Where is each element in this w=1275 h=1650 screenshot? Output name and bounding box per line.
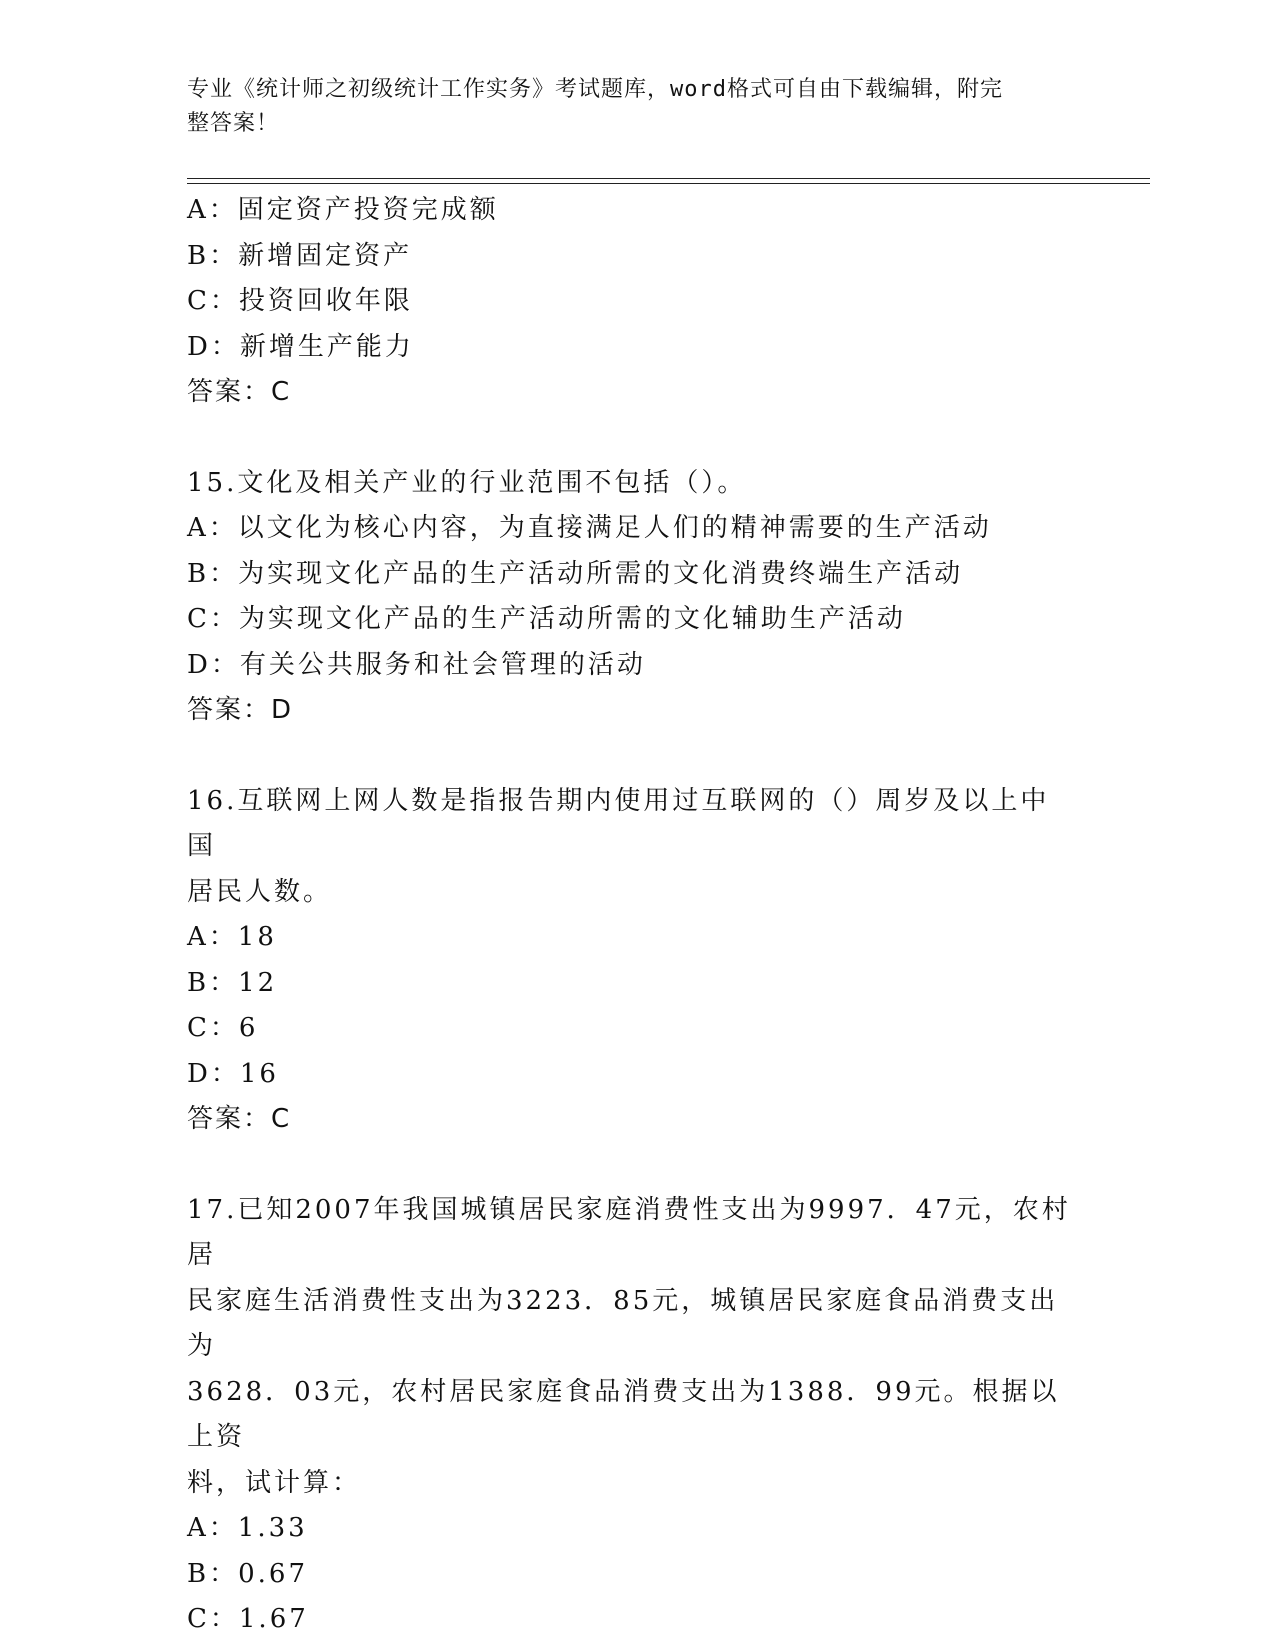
question-stem-line-1: 16.互联网上网人数是指报告期内使用过互联网的（）周岁及以上中国: [187, 785, 1050, 861]
option-a: A：固定资产投资完成额: [187, 195, 499, 225]
question-list: [187, 188, 1087, 1643]
question-stem-line-2: 民家庭生活消费性支出为3223．85元，城镇居民家庭食品消费支出为: [187, 1285, 1059, 1361]
header-line-1: 专业《统计师之初级统计工作实务》考试题库，word格式可自由下载编辑，附完: [187, 77, 1003, 102]
header-line-2: 整答案！: [187, 111, 280, 136]
option-b: B：0.67: [187, 1558, 308, 1589]
question-stem-line-3: 3628．03元，农村居民家庭食品消费支出为1388．99元。根据以上资: [187, 1376, 1060, 1452]
option-d: D：16: [187, 1058, 279, 1089]
option-a: A：18: [187, 922, 277, 952]
answer-line: 答案：D: [187, 695, 294, 725]
question-14: [187, 188, 1087, 416]
option-b: B：新增固定资产: [187, 240, 413, 271]
document-header: [187, 73, 1067, 141]
header-divider-bottom: [187, 183, 1150, 184]
question-stem: 15.文化及相关产业的行业范围不包括（）。: [187, 467, 747, 498]
answer-line: 答案：C: [187, 1104, 292, 1134]
spacer: [187, 416, 1087, 461]
question-stem-line-4: 料，试计算：: [187, 1467, 362, 1498]
spacer: [187, 734, 1087, 779]
question-16: [187, 779, 1087, 1143]
option-d: D：新增生产能力: [187, 331, 414, 362]
option-a: A：以文化为核心内容，为直接满足人们的精神需要的生产活动: [187, 513, 992, 543]
option-b: B：为实现文化产品的生产活动所需的文化消费终端生产活动: [187, 558, 964, 589]
question-stem-line-2: 居民人数。: [187, 876, 333, 907]
question-17: [187, 1188, 1087, 1643]
option-a: A：1.33: [187, 1513, 308, 1543]
header-divider-top: [187, 178, 1150, 179]
question-stem-line-1: 17.已知2007年我国城镇居民家庭消费性支出为9997．47元，农村居: [187, 1194, 1071, 1270]
option-c: C：为实现文化产品的生产活动所需的文化辅助生产活动: [187, 604, 906, 634]
option-c: C：投资回收年限: [187, 286, 413, 316]
answer-line: 答案：C: [187, 377, 292, 407]
option-c: C：6: [187, 1013, 259, 1043]
question-15: [187, 461, 1087, 734]
spacer: [187, 1143, 1087, 1188]
option-d: D：有关公共服务和社会管理的活动: [187, 649, 646, 680]
option-c: C：1.67: [187, 1604, 309, 1634]
option-b: B：12: [187, 967, 278, 998]
